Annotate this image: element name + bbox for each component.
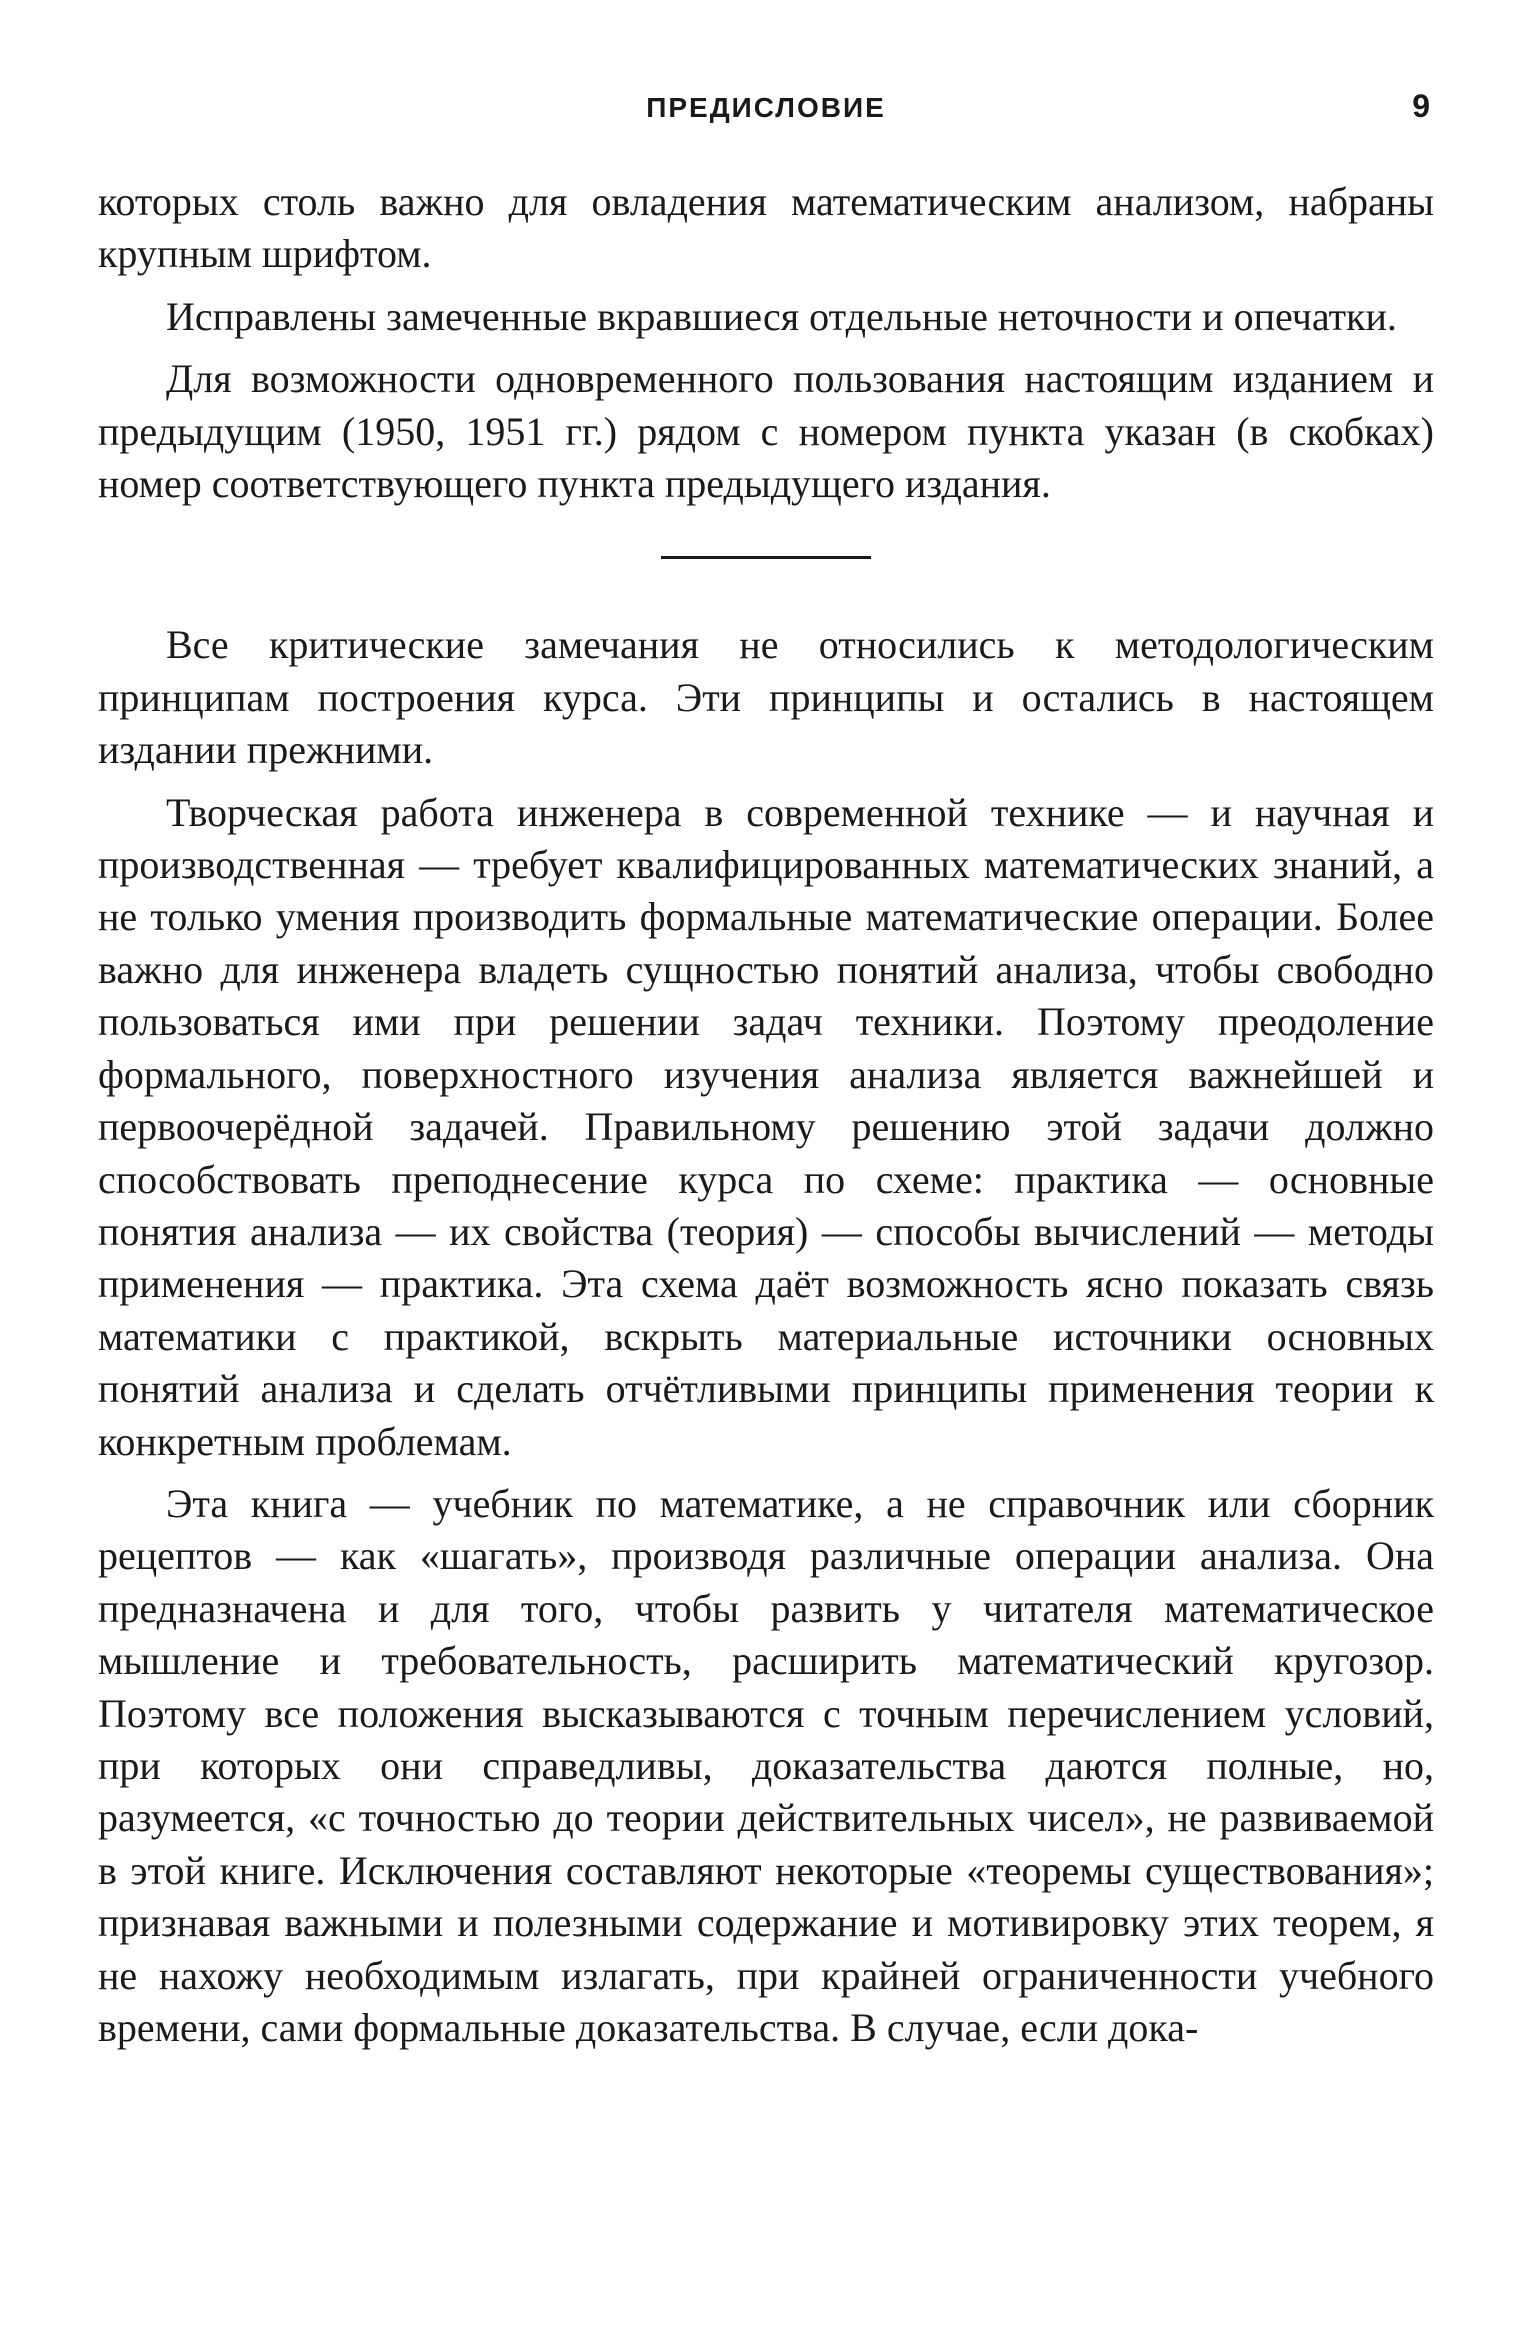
section-divider — [661, 556, 871, 559]
paragraph-methodology: Все критические замечания не относились к методологическим принципам построения курса. Эти принципы и остались в настоящем издании прежними. — [98, 622, 1434, 773]
paragraph-edition-numbering: Для возможности одновременного пользования настоящим изданием и предыдущим (1950, 1951 гг.) рядом с номером пункта указан (в скобках) номер соответствующего пункта предыдущего издания. — [98, 356, 1434, 507]
running-head — [0, 88, 1532, 132]
paragraph-engineering-work: Творческая работа инженера в современной технике — и научная и производственная — требует квалифицированных математических знаний, а не только умения производить формальные математические операции. Более важно для инженера владеть сущностью понятий анализа, чтобы свободно пользоваться ими при решении задач техники. Поэтому преодоление формального, поверхностного изучения анализа является важнейшей и первоочерёдной задачей. Правильному решению этой задачи должно способствовать преподнесение курса по схеме: практика — основные понятия анализа — их свойства (теория) — способы вычислений — методы применения — практика. Эта схема даёт возможность ясно показать связь математики с практикой, вскрыть материальные источники основных понятий анализа и сделать отчётливыми принципы применения теории к конкретным проблемам. — [98, 789, 1434, 1464]
paragraph-textbook-purpose: Эта книга — учебник по математике, а не справочник или сборник рецептов — как «шагать», производя различные операции анализа. Она предназначена и для того, чтобы развить у читателя математическое мышление и требовательность, расширить математический кругозор. Поэтому все положения высказываются с точным перечислением условий, при которых они справедливы, доказательства даются полные, но, разумеется, «с точностью до теории действительных чисел», не развиваемой в этой книге. Исключения составляют некоторые «теоремы существования»; признавая важными и полезными содержание и мотивировку этих теорем, я не нахожу необходимым излагать, при крайней ограниченности учебного времени, сами формальные доказательства. В случае, если дока- — [98, 1480, 1434, 2050]
paragraph-corrections: Исправлены замеченные вкравшиеся отдельные неточности и опечатки. — [166, 293, 1397, 339]
running-title: ПРЕДИСЛОВИЕ — [646, 92, 886, 123]
paragraph-continuation: которых столь важно для овладения математическим анализом, набраны крупным шрифтом. — [98, 179, 1434, 277]
body-text — [98, 176, 1434, 2054]
page-number: 9 — [1412, 88, 1430, 124]
